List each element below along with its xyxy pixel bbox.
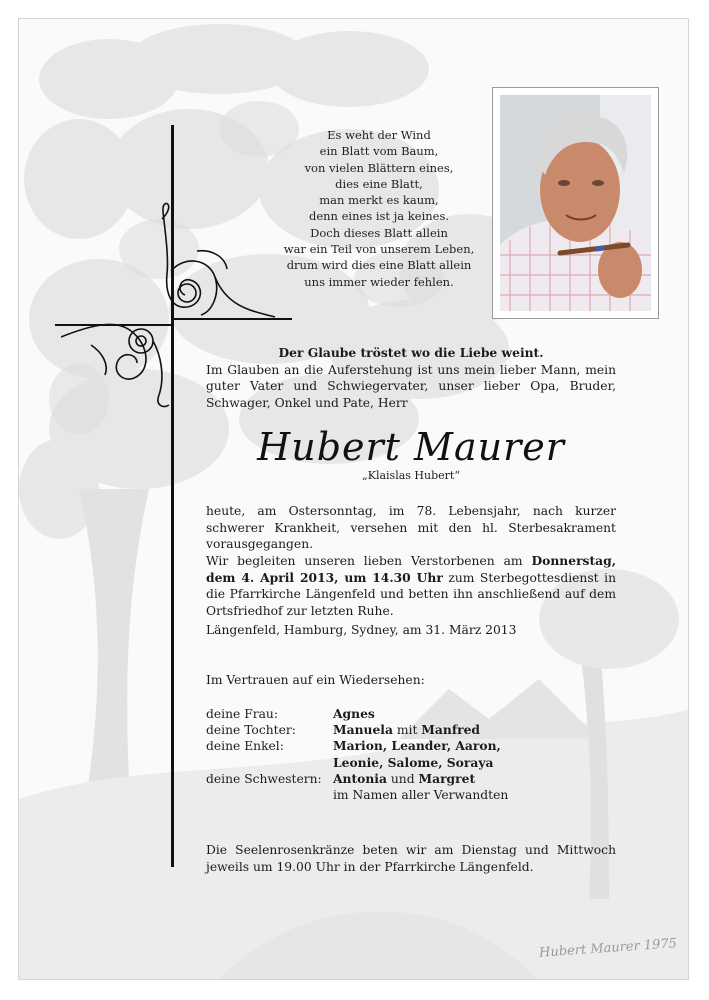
- poem-line: Es weht der Wind: [327, 128, 431, 142]
- poem-line: denn eines ist ja keines.: [308, 209, 450, 224]
- place-and-date: Längenfeld, Hamburg, Sydney, am 31. März 2013: [206, 623, 517, 637]
- relative-row: [206, 771, 508, 787]
- relative-name: Manuela: [333, 722, 393, 738]
- obituary-card: [18, 18, 689, 980]
- relative-row: [206, 755, 508, 771]
- relatives-others: im Namen aller Verwandten: [333, 788, 509, 803]
- relative-row: [206, 706, 508, 722]
- relatives-list: [206, 706, 508, 803]
- relative-name: Margret: [418, 770, 476, 786]
- deceased-name: Hubert Maurer: [257, 425, 565, 469]
- intro: [206, 345, 616, 411]
- poem: [279, 127, 479, 290]
- relative-label: deine Frau:: [206, 707, 278, 721]
- relative-name: Leonie, Salome, Soraya: [333, 754, 494, 770]
- poem-line: von vielen Blättern eines,: [304, 160, 454, 175]
- poem-line: man merkt es kaum,: [319, 193, 439, 208]
- poem-line: dies eine Blatt,: [335, 176, 423, 191]
- intro-text: Im Glauben an die Auferstehung ist uns mein lieber Mann, mein guter Vater und Schwiegervater, unser lieber Opa, Bruder, Schwager, Onkel und Pate, Herr: [206, 362, 616, 410]
- relative-connector: mit: [392, 723, 422, 738]
- funeral-date: Donnerstag, dem 4. April 2013, um 14.30 Uhr: [206, 553, 616, 585]
- relative-name: Antonia: [333, 770, 387, 786]
- relative-label: deine Enkel:: [206, 739, 284, 754]
- relative-row: [206, 787, 508, 803]
- artist-signature: Hubert Maurer 1975: [538, 936, 678, 961]
- relative-row: [206, 738, 508, 754]
- portrait-frame: [492, 87, 659, 319]
- deceased-nickname: „Klaislas Hubert“: [362, 469, 460, 482]
- death-notice: heute, am Ostersonntag, im 78. Lebensjahr, nach kurzer schwerer Krankheit, versehen mit den hl. Sterbesakrament vorausgegangen.: [206, 504, 616, 552]
- rosary-notice: Die Seelenrosenkränze beten wir am Dienstag und Mittwoch jeweils um 19.00 Uhr in der Pfarrkirche Längenfeld.: [206, 843, 616, 874]
- poem-line: ein Blatt vom Baum,: [319, 144, 439, 159]
- relative-name: Manfred: [421, 722, 481, 738]
- poem-line: Doch dieses Blatt allein: [310, 225, 448, 240]
- relative-name: Marion, Leander, Aaron,: [333, 738, 501, 754]
- funeral-text-after: zum Sterbegottesdienst in die Pfarrkirche Längenfeld und betten ihn anschließend auf dem Ortsfriedhof zur letzten Ruhe.: [206, 570, 616, 618]
- poem-line: uns immer wieder fehlen.: [304, 274, 454, 289]
- relative-row: [206, 722, 508, 738]
- faith-headline: Der Glaube tröstet wo die Liebe weint.: [278, 345, 544, 360]
- portrait-photo: [500, 95, 651, 311]
- funeral-details: [206, 553, 616, 619]
- relative-label: deine Schwestern:: [206, 771, 322, 786]
- poem-line: drum wird dies eine Blatt allein: [286, 258, 472, 273]
- poem-line: war ein Teil von unserem Leben,: [283, 242, 475, 257]
- relative-name: Agnes: [333, 706, 375, 721]
- relative-label: deine Tochter:: [206, 723, 296, 738]
- scroll-ornament-lower: [61, 305, 176, 410]
- relative-connector: und: [386, 771, 419, 786]
- closing-line: Im Vertrauen auf ein Wiedersehen:: [206, 673, 425, 687]
- funeral-text-before: Wir begleiten unseren lieben Verstorbenen am: [206, 554, 532, 568]
